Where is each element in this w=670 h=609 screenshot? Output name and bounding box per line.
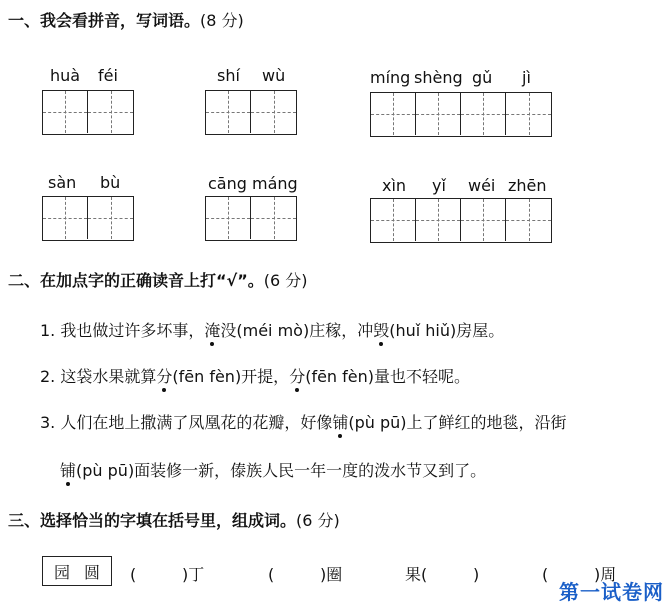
- pinyin-xin: xìn: [382, 176, 407, 195]
- writing-cell[interactable]: [88, 197, 133, 239]
- site-watermark: 第一试卷网: [559, 580, 664, 604]
- blank-zhou[interactable]: ( )周: [542, 565, 617, 584]
- blank-quan[interactable]: ( )圈: [268, 565, 343, 584]
- writing-cell[interactable]: [461, 199, 506, 241]
- writing-grid-shiwu[interactable]: [205, 90, 297, 135]
- writing-cell[interactable]: [416, 93, 461, 135]
- pinyin-wei: wéi: [468, 176, 496, 195]
- section1-heading: [8, 8, 244, 31]
- writing-cell[interactable]: [461, 93, 506, 135]
- pinyin-fei: féi: [98, 66, 118, 85]
- q1-text-c[interactable]: 没(méi mò)庄稼，冲: [220, 321, 374, 340]
- pinyin-sheng: shèng: [414, 68, 463, 87]
- writing-grid-mingshengguji[interactable]: [370, 92, 552, 137]
- q2-text-c[interactable]: (fēn fèn)开提，: [172, 367, 290, 386]
- section2-title: 二、在加点字的正确读音上打“√”。: [8, 271, 264, 290]
- question-1: [40, 318, 504, 341]
- writing-cell[interactable]: [416, 199, 461, 241]
- writing-cell[interactable]: [506, 199, 551, 241]
- pinyin-san: sàn: [48, 173, 77, 192]
- writing-cell[interactable]: [251, 91, 296, 133]
- section2-heading: [8, 268, 307, 291]
- pinyin-shi: shí: [217, 66, 240, 85]
- section2-points: (6 分): [263, 271, 308, 290]
- q1-text-e[interactable]: (huǐ hiǔ)房屋。: [389, 321, 505, 340]
- option-char-1: 园: [53, 562, 70, 582]
- writing-grid-sanbu[interactable]: [42, 196, 134, 241]
- section1-title: 一、我会看拼音，写词语。: [8, 11, 201, 30]
- q3-dotted-char: 铺: [332, 410, 348, 433]
- pinyin-mang: máng: [252, 174, 298, 193]
- writing-cell[interactable]: [506, 93, 551, 135]
- question-3-line-2: [60, 458, 486, 481]
- writing-cell[interactable]: [371, 199, 416, 241]
- q1-text-a: 1. 我也做过许多坏事，: [40, 321, 205, 340]
- section1-points: (8 分): [200, 11, 244, 30]
- q3-text-e[interactable]: (pù pū)面装修一新，傣族人民一年一度的泼水节又到了。: [76, 461, 487, 480]
- writing-cell[interactable]: [43, 197, 88, 239]
- question-3-line-1: [40, 410, 567, 433]
- writing-cell[interactable]: [251, 197, 296, 239]
- pinyin-yi: yǐ: [432, 176, 446, 195]
- q3-text-c[interactable]: (pù pū)上了鲜红的地毯，沿街: [348, 413, 567, 432]
- writing-cell[interactable]: [206, 91, 251, 133]
- q3-dotted-char-2: 铺: [60, 458, 76, 481]
- pinyin-gu: gǔ: [472, 68, 493, 87]
- writing-cell[interactable]: [206, 197, 251, 239]
- writing-cell[interactable]: [43, 91, 88, 133]
- q2-dotted-char-2: 分: [289, 364, 305, 387]
- pinyin-wu: wù: [262, 66, 286, 85]
- section3-points: (6 分): [296, 511, 340, 530]
- writing-grid-cangmang[interactable]: [205, 196, 297, 241]
- pinyin-bu: bù: [100, 173, 121, 192]
- character-options-box: [42, 556, 112, 586]
- section3-title: 三、选择恰当的字填在括号里，组成词。: [8, 511, 297, 530]
- blank-guo[interactable]: 果( ): [405, 565, 480, 584]
- q3-text-a: 3. 人们在地上撒满了凤凰花的花瓣，好像: [40, 413, 333, 432]
- q2-text-e[interactable]: (fēn fèn)量也不轻呢。: [305, 367, 471, 386]
- option-char-2: 圆: [83, 562, 100, 582]
- pinyin-cang: cāng: [208, 174, 247, 193]
- pinyin-zhen: zhēn: [508, 176, 547, 195]
- writing-cell[interactable]: [88, 91, 133, 133]
- blank-ding[interactable]: ( )丁: [130, 565, 205, 584]
- section3-heading: [8, 508, 340, 531]
- question-2: [40, 364, 470, 387]
- writing-cell[interactable]: [371, 93, 416, 135]
- pinyin-hua: huà: [50, 66, 81, 85]
- q2-dotted-char: 分: [156, 364, 172, 387]
- q2-text-a: 2. 这袋水果就算: [40, 367, 157, 386]
- writing-grid-xinyiweizhen[interactable]: [370, 198, 552, 243]
- writing-grid-huafei[interactable]: [42, 90, 134, 135]
- pinyin-ming: míng: [370, 68, 411, 87]
- q1-dotted-char: 淹: [204, 318, 220, 341]
- q1-dotted-char-2: 毁: [373, 318, 389, 341]
- pinyin-ji: jì: [522, 68, 531, 87]
